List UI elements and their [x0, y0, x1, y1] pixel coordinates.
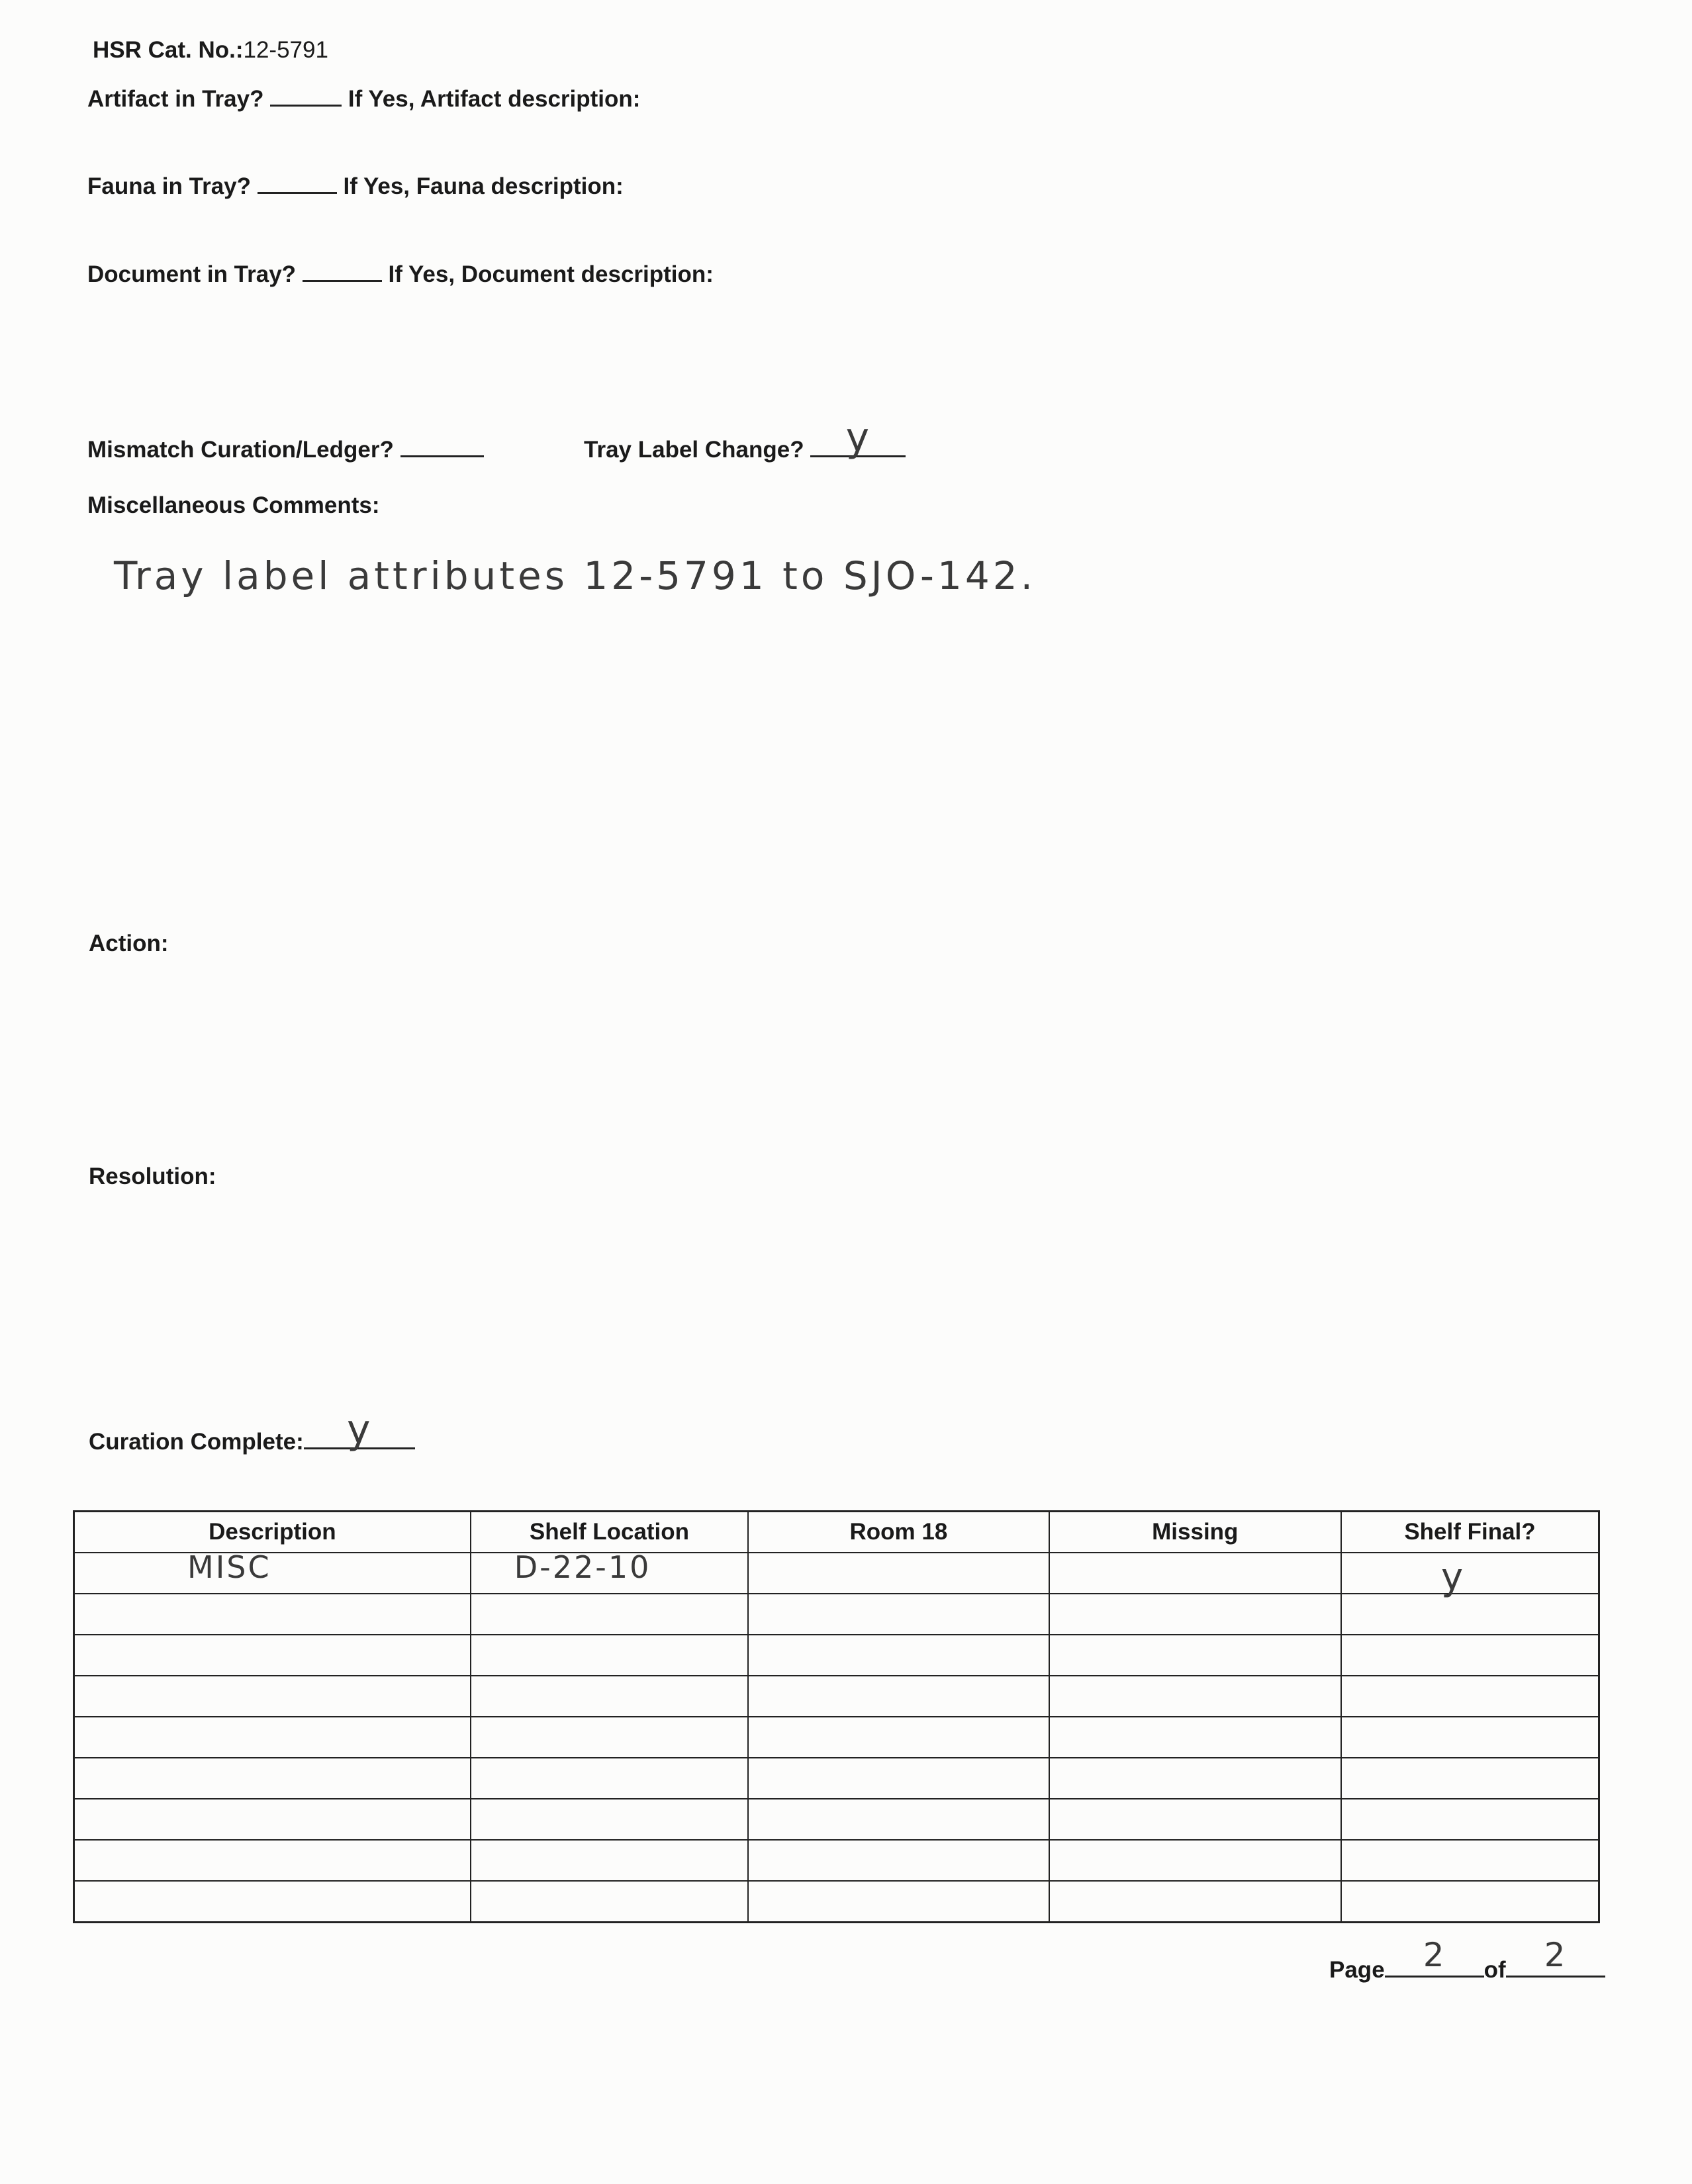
cell-shelf-final[interactable]	[1341, 1635, 1599, 1676]
artifact-answer-blank[interactable]	[270, 85, 342, 107]
cell-missing[interactable]	[1049, 1840, 1341, 1881]
cell-missing[interactable]	[1049, 1881, 1341, 1923]
header-shelf-location: Shelf Location	[471, 1512, 748, 1553]
cell-shelf-final[interactable]	[1341, 1881, 1599, 1923]
table-row	[74, 1594, 1599, 1635]
fauna-answer-blank[interactable]	[258, 172, 337, 194]
misc-comment-text: Tray label attributes 12-5791 to SJO-142.	[114, 553, 1037, 598]
cell-shelf-location[interactable]	[471, 1676, 748, 1717]
cell-description[interactable]	[74, 1799, 471, 1840]
table-row	[74, 1799, 1599, 1840]
artifact-description-label: If Yes, Artifact description:	[348, 86, 641, 112]
cell-description[interactable]	[74, 1881, 471, 1923]
cell-missing[interactable]	[1049, 1553, 1341, 1594]
curation-complete-label: Curation Complete:	[89, 1429, 304, 1455]
cell-description[interactable]	[74, 1717, 471, 1758]
cell-shelf-final[interactable]	[1341, 1840, 1599, 1881]
cell-shelf-final[interactable]	[1341, 1717, 1599, 1758]
cell-room-18[interactable]	[748, 1553, 1049, 1594]
page-numbering	[1329, 1936, 1605, 1983]
curation-complete-line	[89, 1406, 415, 1455]
page-number-blank[interactable]	[1385, 1936, 1484, 1978]
cell-missing[interactable]	[1049, 1676, 1341, 1717]
cell-description[interactable]	[74, 1840, 471, 1881]
cell-room-18[interactable]	[748, 1676, 1049, 1717]
cat-number-line	[93, 37, 328, 64]
header-missing: Missing	[1049, 1512, 1341, 1553]
cell-room-18[interactable]	[748, 1799, 1049, 1840]
curation-complete-answer: y	[346, 1406, 372, 1453]
header-description: Description	[74, 1512, 471, 1553]
cell-room-18[interactable]	[748, 1594, 1049, 1635]
artifact-line	[87, 85, 640, 113]
mismatch-question: Mismatch Curation/Ledger?	[87, 437, 394, 463]
cell-room-18[interactable]	[748, 1881, 1049, 1923]
cell-shelf-location[interactable]: D-22-10	[471, 1553, 748, 1594]
page-number: 2	[1423, 1936, 1446, 1974]
table-row	[74, 1758, 1599, 1799]
cat-number-value: 12-5791	[243, 37, 328, 63]
cell-shelf-location[interactable]	[471, 1840, 748, 1881]
cell-missing[interactable]	[1049, 1758, 1341, 1799]
misc-comments-label: Miscellaneous Comments:	[87, 492, 380, 518]
table-header-row	[74, 1512, 1599, 1553]
cell-shelf-location[interactable]	[471, 1594, 748, 1635]
cell-description[interactable]	[74, 1594, 471, 1635]
cell-shelf-final[interactable]	[1341, 1676, 1599, 1717]
curation-complete-blank[interactable]	[304, 1406, 415, 1453]
header-room-18: Room 18	[748, 1512, 1049, 1553]
page-label: Page	[1329, 1957, 1385, 1983]
table-row	[74, 1553, 1599, 1594]
shelf-table	[73, 1510, 1600, 1923]
of-label: of	[1483, 1957, 1506, 1983]
cell-room-18[interactable]	[748, 1758, 1049, 1799]
mismatch-answer-blank[interactable]	[400, 435, 484, 457]
cell-shelf-final[interactable]	[1341, 1799, 1599, 1840]
document-answer-blank[interactable]	[303, 260, 382, 282]
cell-missing[interactable]	[1049, 1717, 1341, 1758]
cell-description[interactable]	[74, 1758, 471, 1799]
cell-room-18[interactable]	[748, 1717, 1049, 1758]
table-row	[74, 1840, 1599, 1881]
cell-missing[interactable]	[1049, 1799, 1341, 1840]
cell-description[interactable]: MISC	[74, 1553, 471, 1594]
fauna-line	[87, 172, 624, 200]
page-total-blank[interactable]	[1506, 1936, 1605, 1978]
cell-shelf-final[interactable]	[1341, 1594, 1599, 1635]
cell-room-18[interactable]	[748, 1840, 1049, 1881]
page-total: 2	[1544, 1936, 1567, 1974]
cell-shelf-location[interactable]	[471, 1799, 748, 1840]
table-row	[74, 1717, 1599, 1758]
cell-description[interactable]	[74, 1676, 471, 1717]
header-shelf-final: Shelf Final?	[1341, 1512, 1599, 1553]
tray-label-change-question: Tray Label Change?	[584, 437, 804, 463]
cell-shelf-location[interactable]	[471, 1758, 748, 1799]
cell-description[interactable]	[74, 1635, 471, 1676]
document-description-label: If Yes, Document description:	[388, 261, 714, 287]
cell-shelf-final[interactable]	[1341, 1758, 1599, 1799]
cell-shelf-location[interactable]	[471, 1881, 748, 1923]
table-row	[74, 1881, 1599, 1923]
cell-missing[interactable]	[1049, 1594, 1341, 1635]
action-label: Action:	[89, 931, 169, 956]
tray-label-change-line	[584, 414, 906, 463]
cell-shelf-location[interactable]	[471, 1717, 748, 1758]
resolution-label: Resolution:	[89, 1163, 216, 1189]
cell-shelf-final[interactable]: y	[1341, 1553, 1599, 1594]
table-row	[74, 1635, 1599, 1676]
fauna-question: Fauna in Tray?	[87, 173, 251, 199]
fauna-description-label: If Yes, Fauna description:	[343, 173, 624, 199]
cat-number-label: HSR Cat. No.:	[93, 37, 244, 63]
document-line	[87, 260, 714, 288]
artifact-question: Artifact in Tray?	[87, 86, 264, 112]
table-row	[74, 1676, 1599, 1717]
cell-shelf-location[interactable]	[471, 1635, 748, 1676]
tray-label-change-answer: y	[845, 414, 871, 461]
cell-missing[interactable]	[1049, 1635, 1341, 1676]
document-question: Document in Tray?	[87, 261, 297, 287]
tray-label-change-blank[interactable]	[810, 414, 906, 461]
mismatch-line	[87, 435, 484, 463]
cell-room-18[interactable]	[748, 1635, 1049, 1676]
